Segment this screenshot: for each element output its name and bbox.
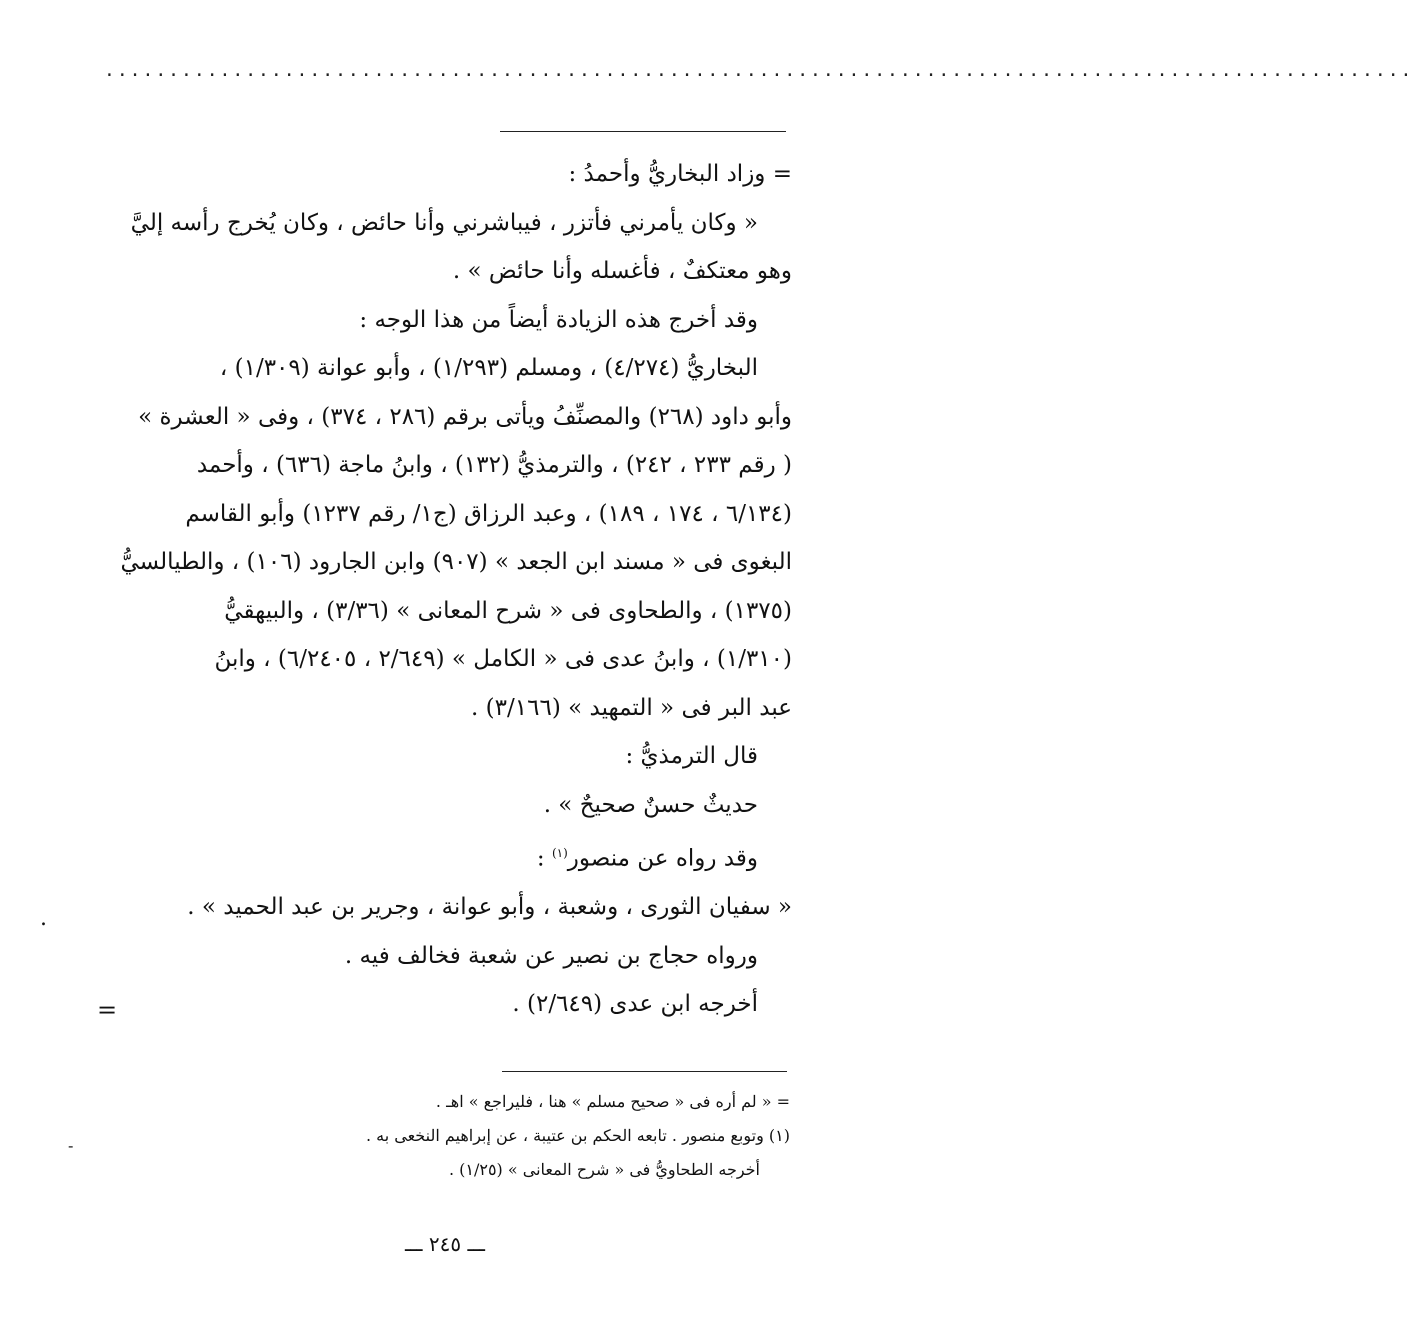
text-line: وأبو داود (٢٦٨) والمصنِّفُ ويأتى برقم (٢٨٦ ، ٣٧٤) ، وفى « العشرة »	[138, 403, 792, 430]
text-line: وقد أخرج هذه الزيادة أيضاً من هذا الوجه :	[359, 306, 758, 333]
text-line: قال الترمذيُّ :	[625, 743, 758, 769]
footnote-line: (١) وتوبع منصور . تابعه الحكم بن عتيبة ، عن إبراهيم النخعى به .	[365, 1126, 790, 1145]
text-line: = وزاد البخاريُّ وأحمدُ :	[568, 161, 792, 187]
text-span: :	[536, 845, 545, 872]
text-line: ( رقم ٢٣٣ ، ٢٤٢) ، والترمذيُّ (١٣٢) ، وابنُ ماجة (٦٣٦) ، وأحمد	[196, 452, 792, 478]
main-text	[95, 150, 792, 1029]
footnote-line: أخرجه الطحاويُّ فى « شرح المعانى » (١/٢٥) .	[448, 1160, 760, 1179]
text-line: البغوى فى « مسند ابن الجعد » (٩٠٧) وابن الجارود (١٠٦) ، والطيالسيُّ	[120, 549, 792, 575]
text-line: عبد البر فى « التمهيد » (٣/١٦٦) .	[471, 694, 792, 721]
text-line: البخاريُّ (٤/٢٧٤) ، ومسلم (١/٢٩٣) ، وأبو عوانة (١/٣٠٩) ،	[219, 355, 758, 381]
text-line: (٦/١٣٤ ، ١٧٤ ، ١٨٩) ، وعبد الرزاق (ج١/ رقم ١٢٣٧) وأبو القاسم	[185, 500, 792, 527]
top-rule	[500, 131, 786, 132]
dotted-separator: ......................................................................................................	[104, 60, 1413, 81]
margin-mark: -	[68, 1136, 74, 1155]
text-line: ورواه حجاج بن نصير عن شعبة فخالف فيه .	[344, 942, 758, 969]
text-line: وهو معتكفٌ ، فأغسله وأنا حائض » .	[452, 258, 792, 284]
text-line: (١٣٧٥) ، والطحاوى فى « شرح المعانى » (٣/٣٦) ، والبيهقيُّ	[224, 597, 792, 624]
footnote-line: = « لم أره فى « صحيح مسلم » هنا ، فليراجع » اهـ .	[435, 1092, 790, 1111]
margin-dot: .	[40, 906, 47, 931]
footnotes	[160, 1085, 790, 1187]
text-line: (١/٣١٠) ، وابنُ عدى فى « الكامل » (٢/٦٤٩ ، ٦/٢٤٠٥) ، وابنُ	[214, 646, 792, 672]
text-line: حديثٌ حسنٌ صحيحٌ » .	[543, 791, 758, 818]
footnote-rule	[502, 1071, 787, 1072]
text-span: وقد رواه عن منصور	[567, 845, 758, 872]
footnote-marker: (١)	[551, 846, 568, 860]
text-line	[95, 829, 792, 883]
text-line: « سفيان الثورى ، وشعبة ، وأبو عوانة ، وجرير بن عبد الحميد » .	[187, 894, 792, 921]
margin-equals: =	[97, 996, 118, 1024]
page-number: ـــ ٢٤٥ ـــ	[404, 1232, 486, 1256]
text-line: أخرجه ابن عدى (٢/٦٤٩) .	[512, 991, 758, 1018]
text-line: « وكان يأمرني فأتزر ، فيباشرني وأنا حائض ، وكان يُخرج رأسه إليَّ	[130, 209, 758, 236]
